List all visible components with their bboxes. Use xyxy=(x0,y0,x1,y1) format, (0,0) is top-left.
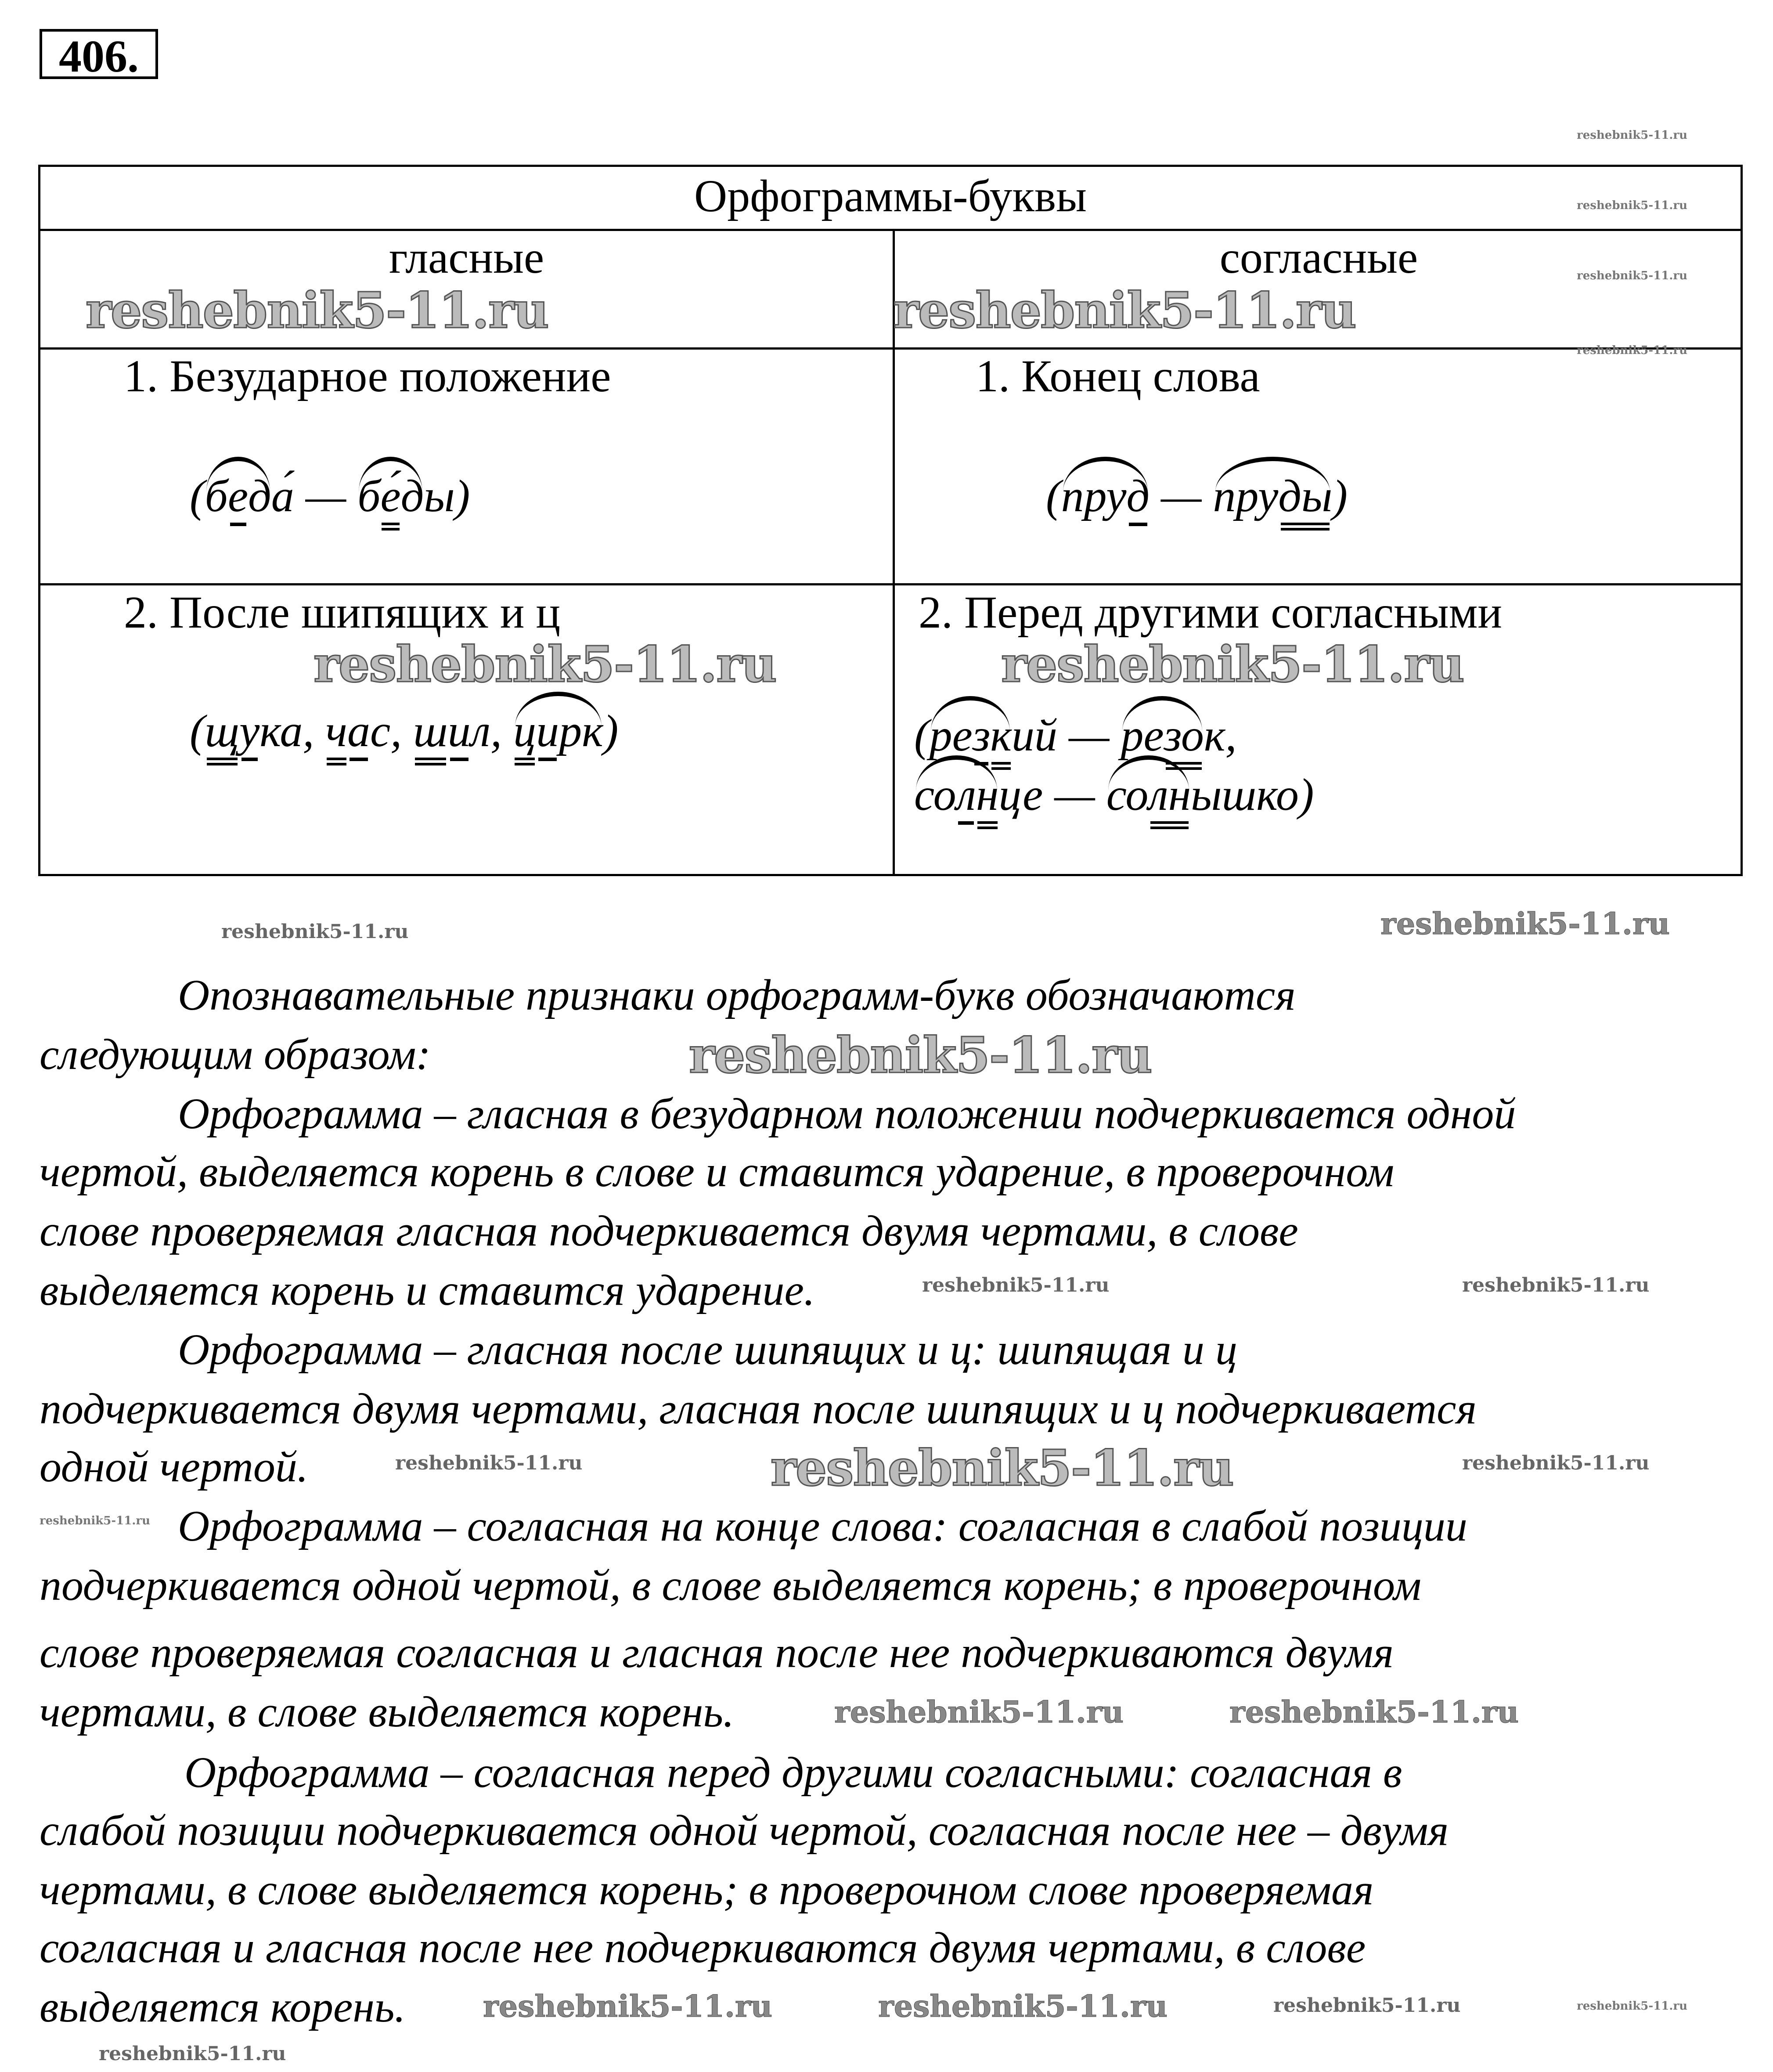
watermark: reshebnik5-11.ru xyxy=(893,282,1356,339)
single-underlined-letter: и xyxy=(536,705,559,758)
watermark: reshebnik5-11.ru xyxy=(1577,199,1688,212)
letters: ) xyxy=(1332,471,1348,521)
word-part xyxy=(1332,470,1348,523)
letters: ре xyxy=(1121,710,1164,761)
word-part xyxy=(1046,470,1061,523)
vowel-rule-1: 1. Безударное положение xyxy=(124,351,611,401)
letters: ) xyxy=(603,706,619,756)
word-root-arc xyxy=(1121,709,1204,762)
watermark: reshebnik5-11.ru xyxy=(99,2043,286,2065)
text-line: Орфограмма – гласная после шипящих и ц: шипящая и ц xyxy=(178,1325,1237,1374)
single-underlined-letter: у xyxy=(239,705,259,758)
single-underlined-letter: з xyxy=(973,709,991,762)
letters: с, xyxy=(370,706,414,756)
watermark: reshebnik5-11.ru xyxy=(834,1695,1124,1730)
letters: ре xyxy=(929,710,973,761)
word-root-arc xyxy=(1213,470,1333,523)
letters: ий — xyxy=(1012,710,1121,761)
double-underlined-letter: зо xyxy=(1164,709,1204,762)
double-underlined-letter: лн xyxy=(1148,769,1191,821)
letters: ( xyxy=(1046,471,1061,521)
watermark: reshebnik5-11.ru xyxy=(221,920,409,943)
text-line: чертой, выделяется корень в слове и ставится ударение, в проверочном xyxy=(40,1147,1395,1196)
example-vowel-1 xyxy=(190,470,470,523)
text-line: выделяется корень и ставится ударение. xyxy=(40,1266,815,1314)
consonant-rule-2: 2. Перед другими согласными xyxy=(919,587,1503,638)
table-divider xyxy=(40,347,1741,350)
watermark: reshebnik5-11.ru xyxy=(878,1989,1168,2024)
watermark: reshebnik5-11.ru xyxy=(40,1514,151,1527)
watermark: reshebnik5-11.ru xyxy=(922,1274,1110,1296)
word-root-arc xyxy=(1061,470,1150,523)
text-line: слове проверяемая согласная и гласная после нее подчеркиваются двумя xyxy=(40,1628,1394,1677)
text-line: подчеркивается двумя чертами, гласная после шипящих и ц подчеркивается xyxy=(40,1384,1477,1433)
watermark: reshebnik5-11.ru xyxy=(1577,344,1688,357)
double-underlined-letter: е́ xyxy=(381,470,401,523)
watermark: reshebnik5-11.ru xyxy=(1462,1452,1650,1474)
word-part xyxy=(271,470,357,523)
letters: ышко) xyxy=(1191,769,1314,820)
letters: це — xyxy=(998,769,1106,820)
double-underlined-letter: ш xyxy=(413,705,448,758)
watermark: reshebnik5-11.ru xyxy=(483,1989,773,2024)
watermark: reshebnik5-11.ru xyxy=(1380,906,1670,942)
word-root-arc xyxy=(930,709,1012,762)
letters: б xyxy=(357,471,381,521)
letters: ка, xyxy=(259,706,326,756)
word-part xyxy=(424,470,470,523)
double-underlined-letter: ч xyxy=(325,705,347,758)
letters: со xyxy=(914,769,956,820)
watermark: reshebnik5-11.ru xyxy=(689,1027,1152,1084)
watermark: reshebnik5-11.ru xyxy=(1229,1695,1519,1730)
word-part xyxy=(1150,470,1213,523)
text-line: чертами, в слове выделяется корень; в проверочном слове проверяемая xyxy=(40,1865,1374,1914)
example-consonant-2b xyxy=(914,769,1314,821)
letters: пру xyxy=(1213,471,1279,521)
letters: ( xyxy=(914,710,930,761)
letters: рк xyxy=(559,706,603,756)
consonant-rule-1: 1. Конец слова xyxy=(976,351,1260,401)
watermark: reshebnik5-11.ru xyxy=(1462,1274,1650,1296)
text-line: подчеркивается одной чертой, в слове выделяется корень; в проверочном xyxy=(40,1561,1422,1610)
word-part xyxy=(190,470,205,523)
watermark: reshebnik5-11.ru xyxy=(1577,2000,1688,2013)
watermark: reshebnik5-11.ru xyxy=(771,1440,1233,1497)
letters: ( xyxy=(190,706,205,756)
letters: д xyxy=(400,471,424,521)
letters: к, xyxy=(1204,710,1237,761)
double-underlined-letter: н xyxy=(976,769,999,821)
letters: со xyxy=(1106,769,1149,820)
word-root-arc xyxy=(914,769,999,821)
double-underlined-letter: ц xyxy=(513,705,536,758)
example-consonant-1 xyxy=(1046,470,1348,523)
text-line: выделяется корень. xyxy=(40,1982,406,2031)
watermark: reshebnik5-11.ru xyxy=(86,282,548,339)
text-line: следующим образом: xyxy=(40,1030,431,1079)
text-line: одной чертой. xyxy=(40,1442,308,1491)
watermark: reshebnik5-11.ru xyxy=(314,636,776,693)
text-line: Орфограмма – согласная на конце слова: согласная в слабой позиции xyxy=(178,1502,1467,1550)
single-underlined-letter: е xyxy=(228,470,248,523)
watermark: reshebnik5-11.ru xyxy=(1273,1994,1461,2017)
word-part xyxy=(603,705,619,758)
watermark: reshebnik5-11.ru xyxy=(1577,269,1688,282)
watermark: reshebnik5-11.ru xyxy=(1577,129,1688,142)
text-line: Орфограмма – гласная в безударном положении подчеркивается одной xyxy=(178,1089,1516,1138)
double-underlined-letter: щ xyxy=(205,705,240,758)
single-underlined-letter: а xyxy=(347,705,370,758)
word-root-arc xyxy=(513,705,603,758)
letters: д xyxy=(248,471,271,521)
watermark: reshebnik5-11.ru xyxy=(1001,636,1464,693)
table-divider xyxy=(40,229,1741,231)
word-part xyxy=(1191,769,1314,821)
vowel-rule-2: 2. После шипящих и ц xyxy=(124,587,561,638)
letters: — xyxy=(1150,471,1213,521)
letters: ы) xyxy=(424,471,470,521)
spelling-table xyxy=(38,165,1743,876)
text-line: слабой позиции подчеркивается одной чертой, согласная после нее – двумя xyxy=(40,1806,1449,1855)
letters: пру xyxy=(1061,471,1127,521)
word-part xyxy=(914,709,930,762)
example-vowel-2 xyxy=(190,705,618,758)
single-underlined-letter: л xyxy=(956,769,976,821)
table-title: Орфограммы-буквы xyxy=(694,171,1087,221)
word-root-arc xyxy=(357,470,424,523)
text-line: Опознавательные признаки орфограмм-букв обозначаются xyxy=(178,971,1296,1019)
word-part xyxy=(1204,709,1237,762)
word-root-arc xyxy=(1106,769,1191,821)
text-line: Орфограмма – согласная перед другими согласными: согласная в xyxy=(184,1748,1402,1797)
table-divider xyxy=(40,583,1741,585)
word-root-arc xyxy=(205,470,271,523)
word-part xyxy=(999,769,1106,821)
single-underlined-letter: и xyxy=(448,705,471,758)
text-line: слове проверяемая гласная подчеркивается двумя чертами, в слове xyxy=(40,1206,1298,1255)
example-consonant-2a xyxy=(914,709,1237,762)
text-line: согласная и гласная после нее подчеркиваются двумя чертами, в слове xyxy=(40,1923,1366,1972)
word-part xyxy=(190,705,513,758)
text-line: чертами, в слове выделяется корень. xyxy=(40,1687,734,1736)
column-header-vowels: гласные xyxy=(389,232,544,283)
letters: л, xyxy=(470,706,514,756)
letters: ( xyxy=(190,471,205,521)
double-underlined-letter: ды xyxy=(1278,470,1332,523)
exercise-number: 406. xyxy=(40,29,158,79)
single-underlined-letter: д xyxy=(1126,470,1150,523)
word-part xyxy=(1012,709,1121,762)
letters: а́ — xyxy=(271,471,358,521)
letters: б xyxy=(205,471,228,521)
watermark: reshebnik5-11.ru xyxy=(395,1452,583,1474)
double-underlined-letter: к xyxy=(990,709,1012,762)
column-header-consonants: согласные xyxy=(1219,232,1418,283)
